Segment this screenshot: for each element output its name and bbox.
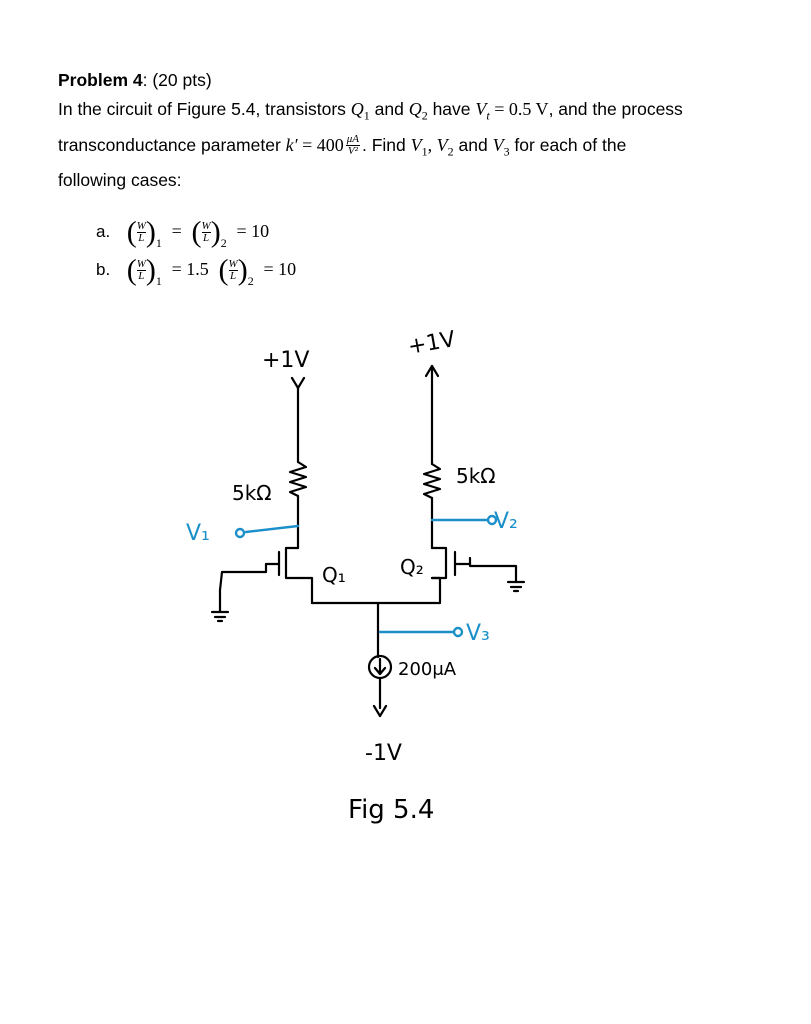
v2-symbol: V	[436, 134, 448, 155]
case-b-w2: W	[228, 258, 238, 271]
text-part1: In the circuit of Figure 5.4, transistors	[58, 99, 351, 119]
case-a: a. ( $\frac{W}{L})_1$ = ( $\frac{W}{L})_2 = 10$	[96, 212, 301, 250]
comma: ,	[427, 134, 437, 155]
v1-terminal	[236, 529, 244, 537]
q2-sub: 2	[421, 108, 428, 123]
q1-source-wire	[298, 578, 312, 603]
v3-sub: 3	[503, 144, 510, 158]
v3-symbol: V	[492, 134, 504, 155]
vt-value: = 0.5 V	[489, 99, 549, 119]
line2-end: . Find	[361, 134, 411, 155]
case-b-sub1: 1	[155, 274, 162, 288]
case-b-eq1: = 1.5	[171, 259, 209, 279]
and2-text: and	[453, 134, 493, 155]
figure-caption: Fig 5.4	[348, 795, 435, 825]
case-b-sub2: 2	[247, 274, 254, 288]
line2-start: transconductance parameter	[58, 134, 286, 155]
vdd-left-label: +1V	[262, 348, 310, 373]
case-b-w1: W	[136, 258, 146, 271]
case-a-eq1: =	[171, 221, 182, 241]
k-value: = 400	[297, 134, 344, 155]
q2-body	[432, 548, 446, 578]
r-right-label: 5kΩ	[456, 464, 496, 488]
q2-source-wire	[432, 578, 440, 602]
v1-sub: 1	[421, 144, 428, 158]
case-b-eq2: = 10	[263, 259, 297, 279]
q1-gate-wire	[220, 564, 266, 612]
vt-sub: t	[486, 108, 490, 123]
case-a-sub2: 2	[220, 236, 227, 250]
q2-label: Q₂	[400, 555, 424, 579]
v3-terminal	[454, 628, 462, 636]
current-arrow	[375, 659, 385, 674]
q2-symbol: Q	[408, 99, 422, 119]
v2-sub: 2	[447, 144, 454, 158]
resistor-left	[290, 462, 306, 496]
problem-line-4: following cases:	[58, 170, 182, 190]
v1-wire	[246, 526, 298, 532]
problem-points: : (20 pts)	[142, 70, 212, 90]
r-left-label: 5kΩ	[232, 481, 272, 505]
line2-tail: for each of the	[509, 134, 627, 155]
q1-sub: 1	[363, 108, 370, 123]
q2-gate-wire	[470, 558, 516, 582]
q1-symbol: Q	[350, 99, 364, 119]
unit-num: μA	[346, 133, 359, 146]
current-label: 200μA	[398, 659, 457, 680]
case-b-l1: L	[138, 270, 145, 283]
vdd-left-arrow	[292, 378, 304, 388]
q1-body	[286, 548, 298, 578]
case-a-l1: L	[138, 232, 145, 245]
case-b: b. ( $\frac{W}{L})_1 = 1.5$ ( $\frac{W}{L})_2 = 10$	[96, 250, 301, 288]
case-a-eq2: = 10	[236, 221, 270, 241]
problem-heading: Problem 4	[58, 70, 143, 90]
vdd-right-label: +1V	[406, 327, 458, 360]
v3-label: V₃	[466, 621, 490, 646]
case-a-label: a.	[96, 222, 111, 241]
and-text: and	[369, 99, 409, 119]
text-part2: , and the process	[548, 99, 683, 119]
case-a-w2: W	[201, 220, 211, 233]
unit-den: V²	[347, 145, 358, 158]
case-b-l2: L	[230, 270, 237, 283]
ground-right	[508, 582, 524, 591]
ground-left	[212, 612, 228, 621]
v1-symbol: V	[410, 134, 422, 155]
case-a-l2: L	[203, 232, 210, 245]
resistor-right	[424, 464, 440, 498]
v2-label: V₂	[494, 509, 518, 534]
v1-label: V₁	[186, 521, 210, 546]
case-a-sub1: 1	[155, 236, 162, 250]
vss-label: -1V	[365, 741, 402, 766]
have-text: have	[427, 99, 476, 119]
case-a-w1: W	[136, 220, 146, 233]
vt-symbol: V	[475, 99, 487, 119]
q1-label: Q₁	[322, 563, 346, 587]
kprime-symbol: k′	[285, 134, 298, 155]
case-b-label: b.	[96, 260, 111, 279]
